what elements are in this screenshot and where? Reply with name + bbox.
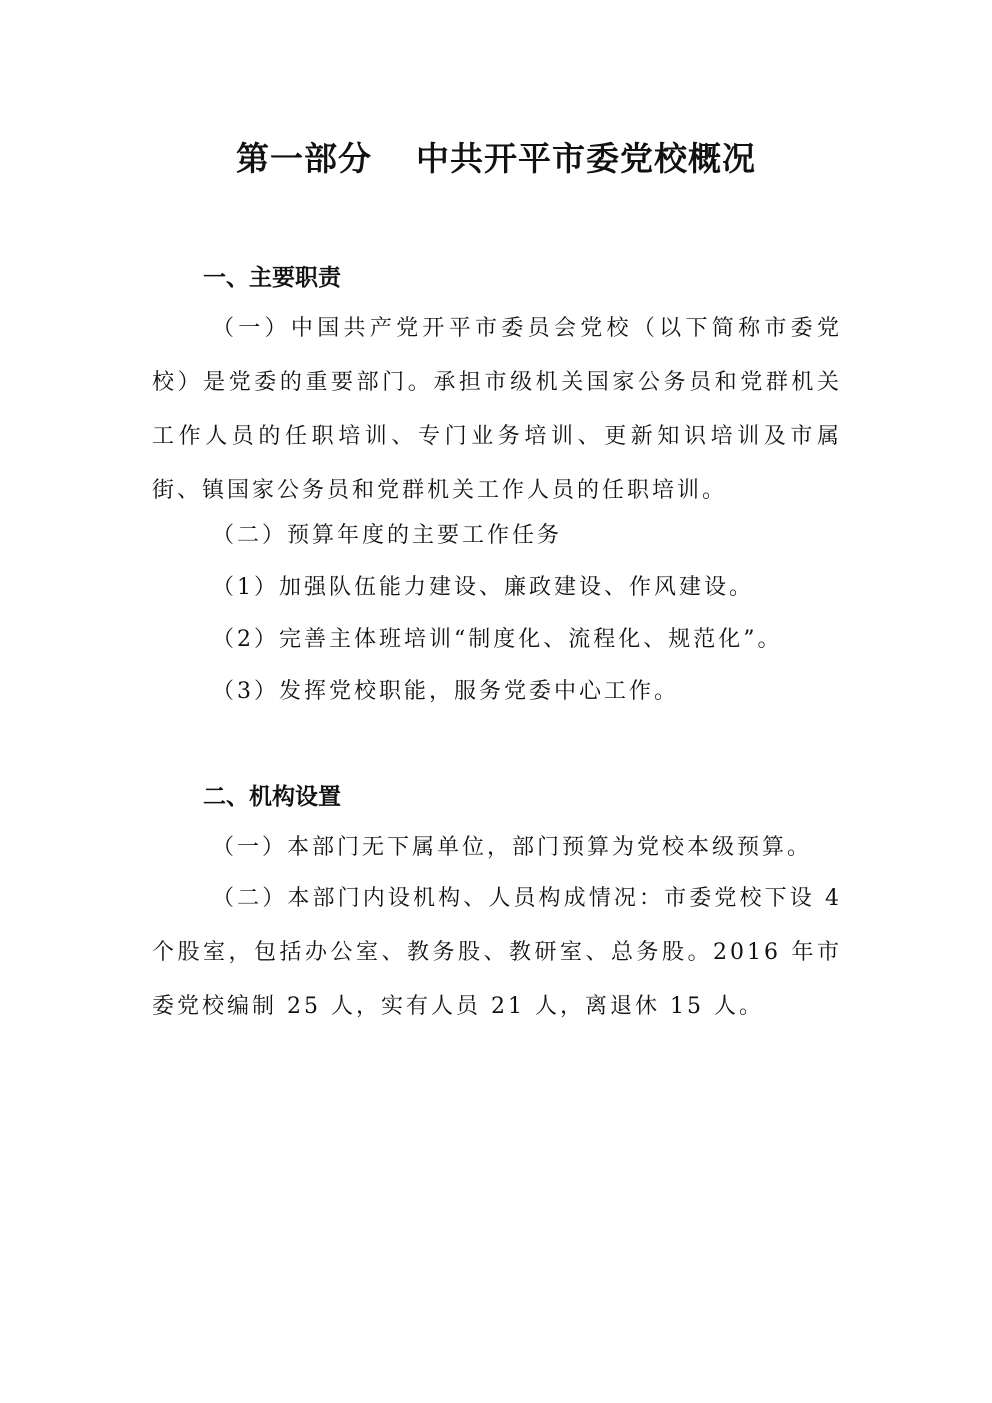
page-title	[0, 136, 992, 182]
tasks-subheading: （二）预算年度的主要工作任务	[212, 523, 563, 548]
section-heading-organization: 二、机构设置	[203, 784, 341, 810]
section-heading-responsibilities: 一、主要职责	[203, 265, 341, 291]
title-name: 中共开平市委党校概况	[416, 139, 756, 178]
organization-item-1: （一）本部门无下属单位，部门预算为党校本级预算。	[212, 835, 813, 860]
task-item-3: （3）发挥党校职能，服务党委中心工作。	[212, 679, 679, 704]
organization-item-2-paragraph: （二）本部门内设机构、人员构成情况：市委党校下设 4 个股室，包括办公室、教务股、教研室、总务股。2016 年市委党校编制 25 人，实有人员 21 人，离退休 15 人。	[152, 886, 842, 1019]
responsibilities-paragraph: （一）中国共产党开平市委员会党校（以下简称市委党校）是党委的重要部门。承担市级机关国家公务员和党群机关工作人员的任职培训、专门业务培训、更新知识培训及市属街、镇国家公务员和党群机关工作人员的任职培训。	[152, 316, 842, 503]
task-item-2: （2）完善主体班培训“制度化、流程化、规范化”。	[212, 627, 783, 652]
title-part: 第一部分	[236, 139, 372, 178]
task-item-1: （1）加强队伍能力建设、廉政建设、作风建设。	[212, 575, 754, 600]
